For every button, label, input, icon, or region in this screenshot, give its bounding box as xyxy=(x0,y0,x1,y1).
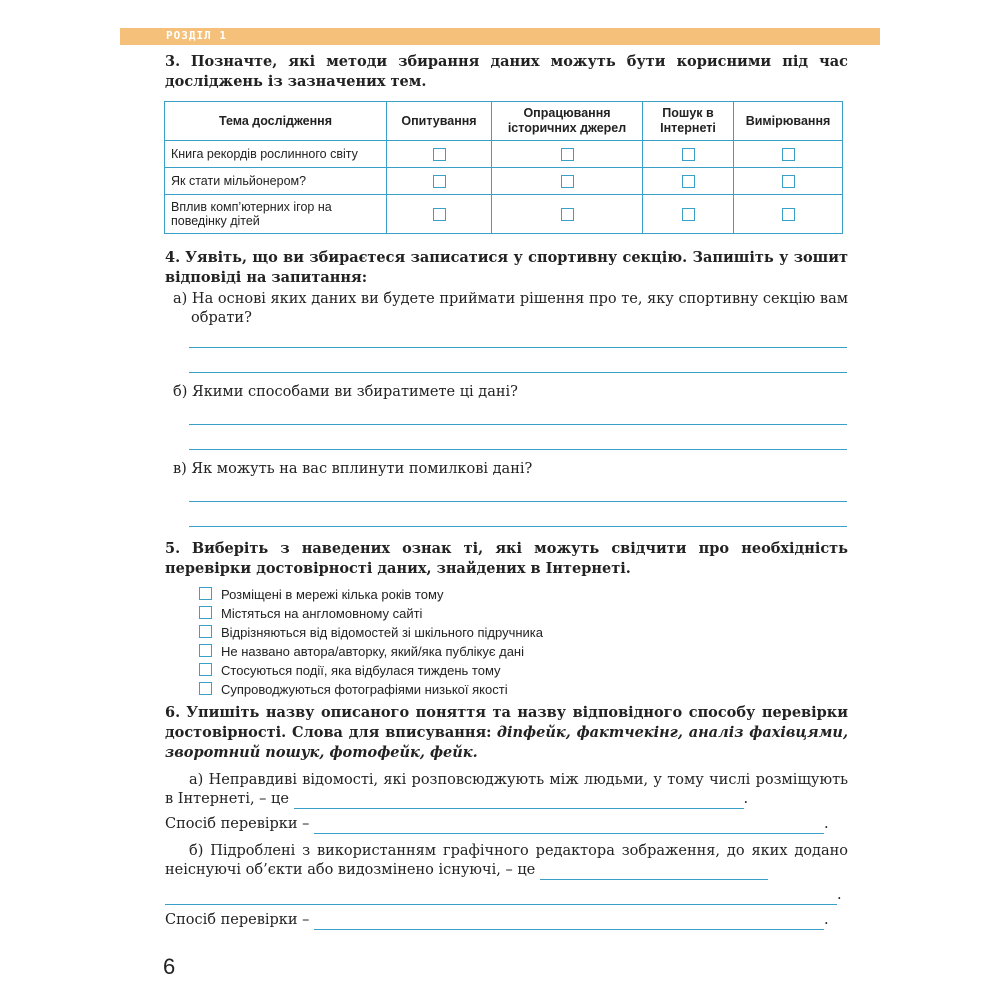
task6-item-a: а) Неправдиві відомості, які розповсюджують між людьми, у тому числі розміщують в Інтернеті, – це . xyxy=(165,772,848,807)
checkbox[interactable] xyxy=(561,148,574,161)
task4-prompt xyxy=(165,248,848,288)
col-header-topic: Тема дослідження xyxy=(165,102,387,141)
col-header-survey: Опитування xyxy=(387,102,492,141)
table-row xyxy=(165,141,843,168)
answer-line[interactable] xyxy=(189,372,847,373)
checkbox[interactable] xyxy=(199,587,212,600)
checkbox[interactable] xyxy=(433,148,446,161)
answer-line[interactable] xyxy=(189,526,847,527)
row-topic: Вплив комп’ютерних ігор на поведінку дітей xyxy=(165,195,387,234)
checkbox[interactable] xyxy=(782,175,795,188)
task6-words: діпфейк, фактчекінг, аналіз фахівцями, зворотний пошук, фотофейк, фейк. xyxy=(165,724,848,761)
checkbox[interactable] xyxy=(199,644,212,657)
checkbox[interactable] xyxy=(433,208,446,221)
task3-text: Позначте, які методи збирання даних можуть бути корисними під час досліджень із зазначених тем. xyxy=(165,53,849,90)
checkbox[interactable] xyxy=(561,175,574,188)
answer-line[interactable] xyxy=(314,912,824,930)
task5-prompt xyxy=(165,539,848,579)
task4-number: 4. xyxy=(165,249,181,266)
answer-line[interactable] xyxy=(189,424,847,425)
table-row xyxy=(165,168,843,195)
task6-prompt xyxy=(165,703,848,763)
col-header-historical: Опрацювання історичних джерел xyxy=(492,102,643,141)
checkbox[interactable] xyxy=(561,208,574,221)
list-item[interactable]: Містяться на англомовному сайті xyxy=(199,604,848,623)
task6-text: Упишіть назву описаного поняття та назву відповідного способу перевірки достовірності. Слова для вписування: xyxy=(165,704,848,741)
task6-item-b-continued: . xyxy=(165,886,848,905)
answer-line[interactable] xyxy=(540,862,768,880)
task4-question-b: б) Якими способами ви збиратимете ці дані? xyxy=(173,384,518,400)
checkbox[interactable] xyxy=(782,148,795,161)
task6-method-a: Спосіб перевірки – . xyxy=(165,816,829,832)
section-label: РОЗДІЛ 1 xyxy=(166,29,227,42)
task5-number: 5. xyxy=(165,540,181,557)
checkbox[interactable] xyxy=(682,175,695,188)
checkbox[interactable] xyxy=(433,175,446,188)
table-header-row xyxy=(165,102,843,141)
checkbox[interactable] xyxy=(782,208,795,221)
task3-number: 3. xyxy=(165,53,181,70)
section-header-bar xyxy=(120,28,880,45)
table-row xyxy=(165,195,843,234)
col-header-measurement: Вимірювання xyxy=(734,102,843,141)
page-number: 6 xyxy=(163,954,176,979)
list-item[interactable]: Не названо автора/авторку, який/яка публікує дані xyxy=(199,642,848,661)
checkbox[interactable] xyxy=(199,625,212,638)
task6-item-b: б) Підроблені з використанням графічного редактора зображення, до яких додано неіснуючі об’єкти або видозмінено існуючі, – це xyxy=(165,843,848,878)
task5-text: Виберіть з наведених ознак ті, які можуть свідчити про необхідність перевірки достовірності даних, знайдених в Інтернеті. xyxy=(165,540,848,577)
row-topic: Як стати мільйонером? xyxy=(165,168,387,195)
answer-line[interactable] xyxy=(189,501,847,502)
list-item[interactable]: Розміщені в мережі кілька років тому xyxy=(199,585,848,604)
methods-table xyxy=(164,101,843,234)
row-topic: Книга рекордів рослинного світу xyxy=(165,141,387,168)
indicator-checklist xyxy=(199,585,848,699)
checkbox[interactable] xyxy=(682,148,695,161)
checkbox[interactable] xyxy=(199,682,212,695)
answer-line[interactable] xyxy=(165,887,837,905)
col-header-internet: Пошук в Інтернеті xyxy=(643,102,734,141)
task4-text: Уявіть, що ви збираєтеся записатися у спортивну секцію. Запишіть у зошит відповіді на запитання: xyxy=(165,249,848,286)
task6-method-b: Спосіб перевірки – . xyxy=(165,912,829,928)
page-content xyxy=(165,52,848,930)
checkbox[interactable] xyxy=(199,606,212,619)
answer-line[interactable] xyxy=(294,791,744,809)
answer-line[interactable] xyxy=(189,449,847,450)
answer-line[interactable] xyxy=(314,816,824,834)
list-item[interactable]: Відрізняються від відомостей зі шкільного підручника xyxy=(199,623,848,642)
list-item[interactable]: Стосуються події, яка відбулася тиждень тому xyxy=(199,661,848,680)
task6-number: 6. xyxy=(165,704,181,721)
answer-line[interactable] xyxy=(189,347,847,348)
task4-question-a: а) На основі яких даних ви будете приймати рішення про те, яку спортивну секцію вам обрати? xyxy=(173,291,848,326)
list-item[interactable]: Супроводжуються фотографіями низької якості xyxy=(199,680,848,699)
checkbox[interactable] xyxy=(199,663,212,676)
checkbox[interactable] xyxy=(682,208,695,221)
task3-prompt xyxy=(165,52,848,92)
task4-question-c: в) Як можуть на вас вплинути помилкові дані? xyxy=(173,461,533,477)
